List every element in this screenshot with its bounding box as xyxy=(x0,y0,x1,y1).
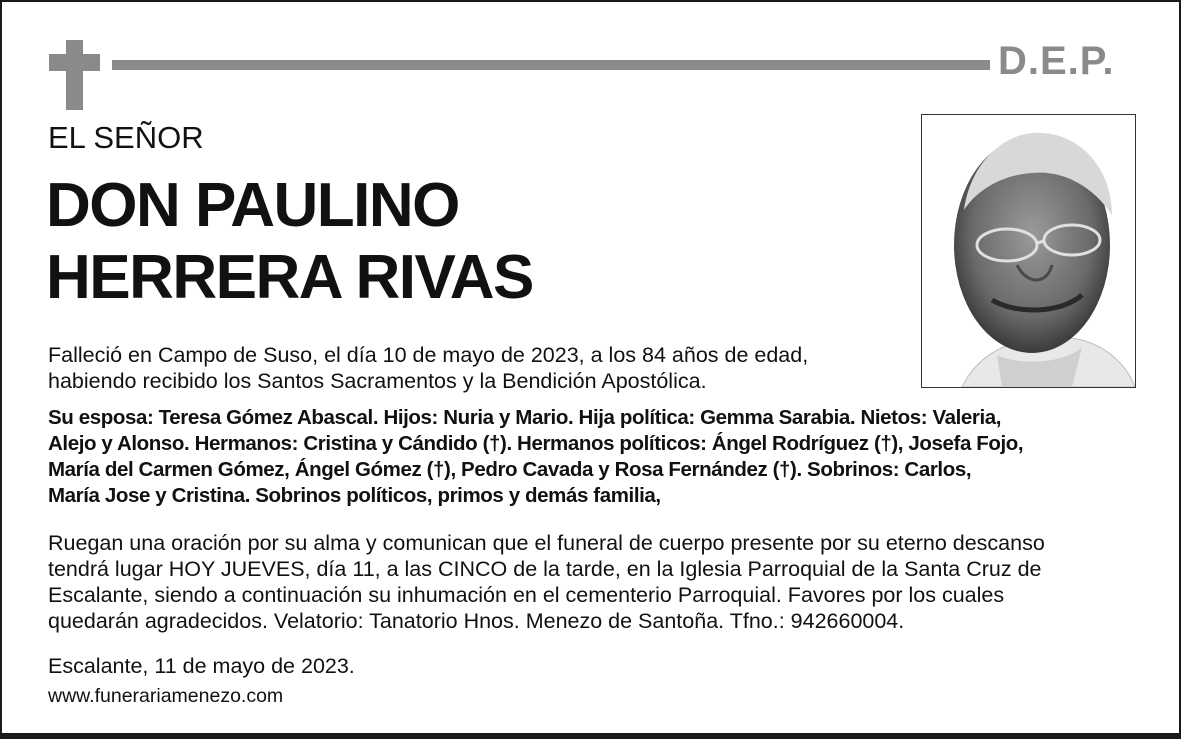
portrait-image xyxy=(922,115,1135,387)
death-paragraph xyxy=(48,342,908,394)
cross-icon-bar xyxy=(49,54,100,71)
death-line: Falleció en Campo de Suso, el día 10 de mayo de 2023, a los 84 años de edad, xyxy=(48,343,809,367)
family-line: Su esposa: Teresa Gómez Abascal. Hijos: Nuria y Mario. Hija política: Gemma Sarabia. Nietos: Valeria, xyxy=(48,406,1002,429)
name-line-1: DON PAULINO xyxy=(46,171,459,240)
cross-icon xyxy=(66,40,83,110)
deceased-name xyxy=(46,170,533,314)
death-line: habiendo recibido los Santos Sacramentos y la Bendición Apostólica. xyxy=(48,369,707,393)
name-line-2: HERRERA RIVAS xyxy=(46,243,533,312)
honorific: EL SEÑOR xyxy=(48,120,204,155)
family-paragraph xyxy=(48,405,1163,509)
portrait-photo xyxy=(921,114,1136,388)
family-line: Alejo y Alonso. Hermanos: Cristina y Cándido (†). Hermanos políticos: Ángel Rodríguez (†), Josefa Fojo, xyxy=(48,432,1024,455)
funeral-paragraph xyxy=(48,530,1163,634)
family-line: María del Carmen Gómez, Ángel Gómez (†), Pedro Cavada y Rosa Fernández (†). Sobrinos: Carlos, xyxy=(48,458,972,481)
header-rule xyxy=(112,60,990,70)
place-date: Escalante, 11 de mayo de 2023. xyxy=(48,654,355,678)
funeral-line: quedarán agradecidos. Velatorio: Tanatorio Hnos. Menezo de Santoña. Tfno.: 942660004. xyxy=(48,609,905,633)
funeral-line: Ruegan una oración por su alma y comunican que el funeral de cuerpo presente por su eterno descanso xyxy=(48,531,1045,555)
website-link[interactable]: www.funerariamenezo.com xyxy=(48,685,284,707)
family-line: María Jose y Cristina. Sobrinos políticos, primos y demás familia, xyxy=(48,484,661,507)
funeral-line: Escalante, siendo a continuación su inhumación en el cementerio Parroquial. Favores por los cuales xyxy=(48,583,1005,607)
funeral-line: tendrá lugar HOY JUEVES, día 11, a las CINCO de la tarde, en la Iglesia Parroquial de la Santa Cruz de xyxy=(48,557,1042,581)
dep-label: D.E.P. xyxy=(998,39,1115,83)
